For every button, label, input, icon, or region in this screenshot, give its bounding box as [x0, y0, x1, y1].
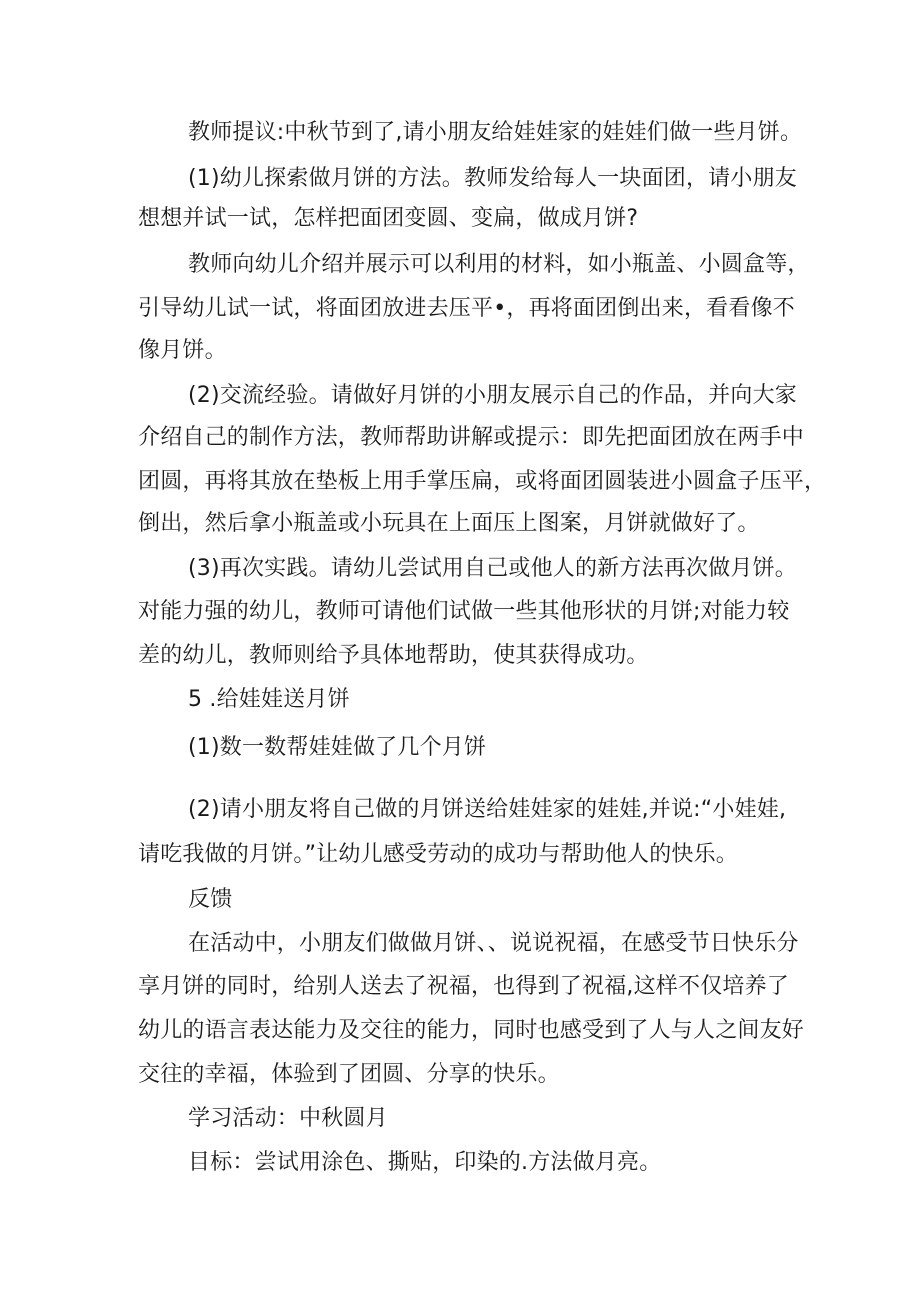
- paragraph-line: 享月饼的同时，给别人送去了祝福，也得到了祝福,这样不仅培养了: [138, 974, 789, 999]
- paragraph-line: 对能力强的幼儿，教师可请他们试做一些其他形状的月饼;对能力较: [138, 599, 790, 624]
- paragraph-line: 请吃我做的月饼。”让幼儿感受劳动的成功与帮助他人的快乐。: [138, 842, 738, 867]
- paragraph-line: (2)交流经验。请做好月饼的小朋友展示自己的作品，并向大家: [188, 383, 797, 408]
- paragraph-line: 想想并试一试，怎样把面团变圆、变扁，做成月饼?: [138, 206, 639, 231]
- section-heading: 学习活动：中秋圆月: [188, 1106, 388, 1131]
- paragraph-line: 教师向幼儿介绍并展示可以利用的材料，如小瓶盖、小圆盒等，: [188, 252, 810, 277]
- paragraph-line: 目标：尝试用涂色、撕贴，印染的.方法做月亮。: [188, 1150, 662, 1175]
- paragraph-line: (2)请小朋友将自己做的月饼送给娃娃家的娃娃,并说:“小娃娃,: [188, 797, 787, 822]
- paragraph-line: 差的幼儿，教师则给予具体地帮助，使其获得成功。: [138, 643, 649, 668]
- paragraph-line: (3)再次实践。请幼儿尝试用自己或他人的新方法再次做月饼。: [188, 556, 797, 581]
- paragraph-line: (1)数一数帮娃娃做了几个月饼: [188, 735, 487, 760]
- section-heading: 5 .给娃娃送月饼: [188, 687, 350, 712]
- paragraph-line: 倒出，然后拿小瓶盖或小玩具在上面压上图案，月饼就做好了。: [138, 511, 760, 536]
- paragraph-line: 团圆，再将其放在垫板上用手掌压扁，或将面团圆装进小圆盒子压平，: [138, 469, 827, 494]
- paragraph-line: (1)幼儿探索做月饼的方法。教师发给每人一块面团，请小朋友: [188, 166, 797, 191]
- paragraph-line: 幼儿的语言表达能力及交往的能力，同时也感受到了人与人之间友好: [138, 1018, 805, 1043]
- paragraph-line: 教师提议:中秋节到了,请小朋友给娃娃家的娃娃们做一些月饼。: [188, 120, 803, 145]
- paragraph-line: 在活动中，小朋友们做做月饼、、说说祝福，在感受节日快乐分: [188, 931, 799, 956]
- paragraph-line: 像月饼。: [138, 338, 227, 363]
- paragraph-line: 引导幼儿试一试，将面团放进去压平•，再将面团倒出来，看看像不: [138, 296, 795, 321]
- paragraph-line: 交往的幸福，体验到了团圆、分享的快乐。: [138, 1062, 560, 1087]
- section-heading: 反馈: [188, 887, 233, 912]
- paragraph-line: 介绍自己的制作方法，教师帮助讲解或提示：即先把面团放在两手中: [138, 425, 805, 450]
